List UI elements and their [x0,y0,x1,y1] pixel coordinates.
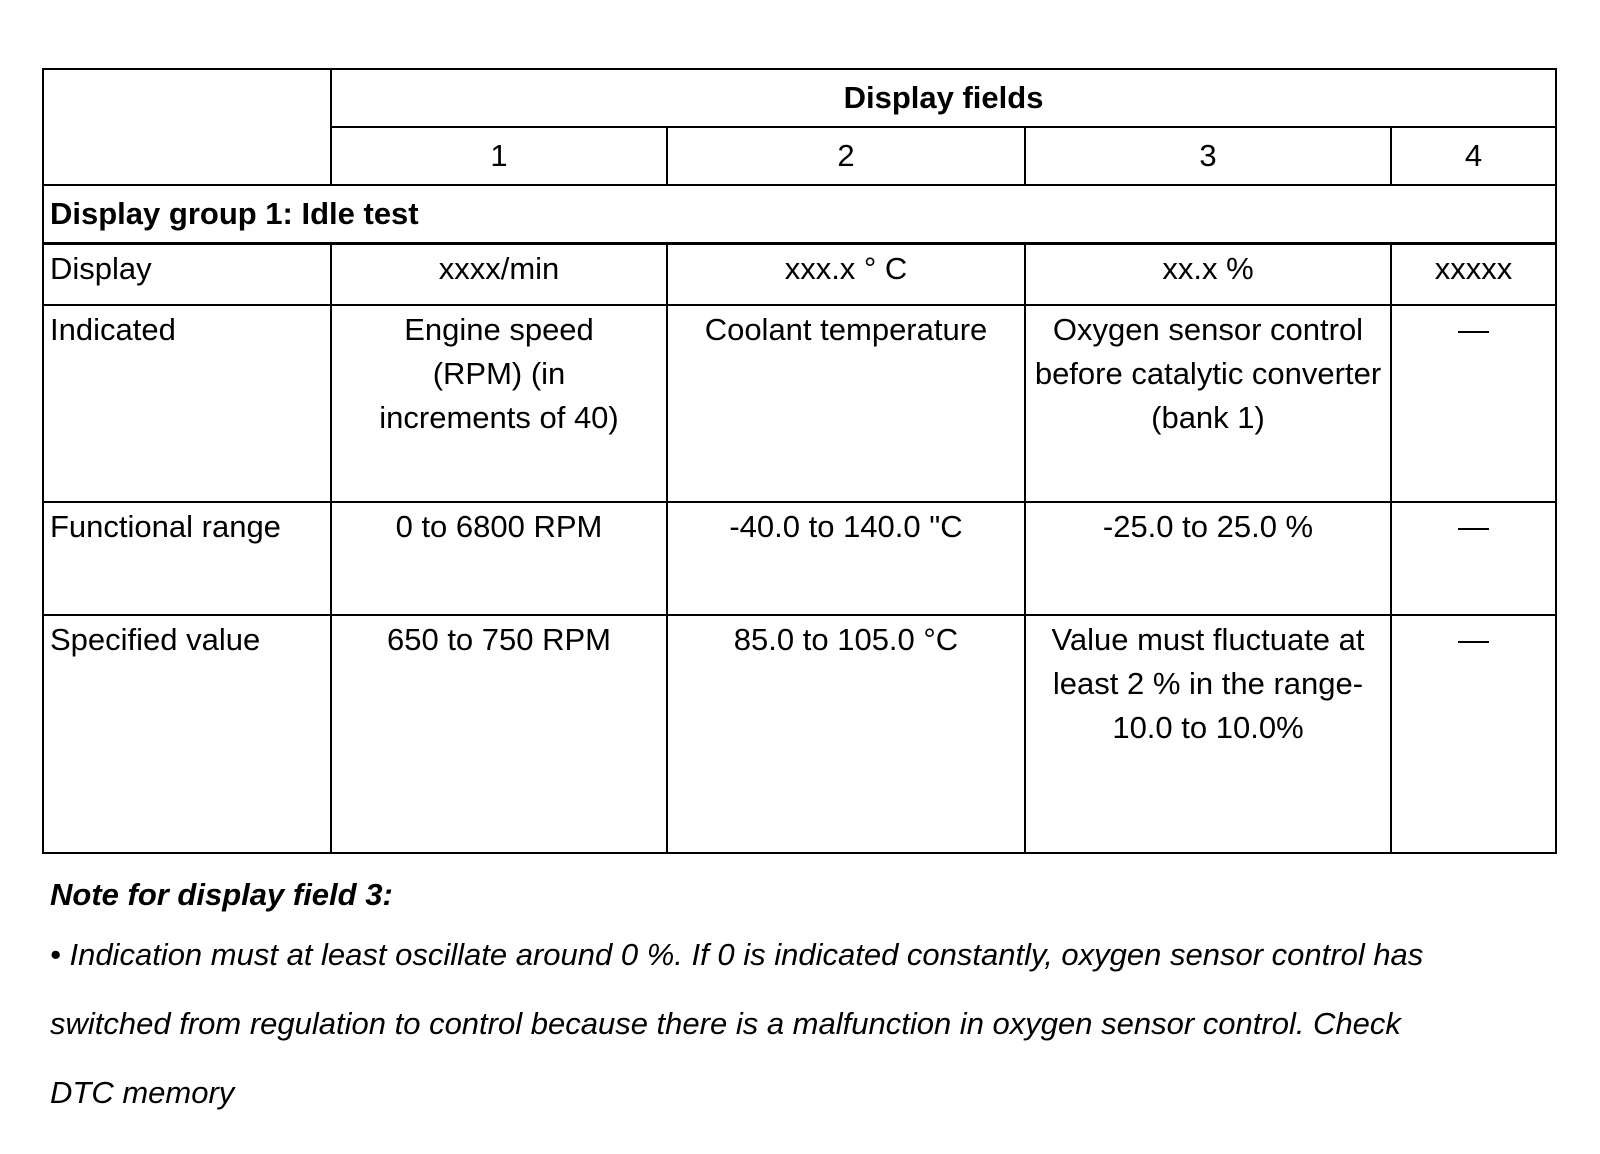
table-cell: 85.0 to 105.0 °C [667,615,1025,853]
table-cell: -25.0 to 25.0 % [1025,502,1391,615]
row-label-indicated: Indicated [43,305,331,502]
table-cell: -40.0 to 140.0 "C [667,502,1025,615]
table-cell: xxx.x ° C [667,243,1025,305]
row-label-display: Display [43,243,331,305]
display-group-heading: Display group 1: Idle test [43,185,1556,243]
header-corner-cell [43,69,331,185]
table-cell: xxxx/min [331,243,667,305]
table-cell: — [1391,502,1556,615]
table-row [43,502,1556,615]
row-label-specified-value: Specified value [43,615,331,853]
field-number-2: 2 [667,127,1025,185]
table-cell: xx.x % [1025,243,1391,305]
display-fields-header: Display fields [331,69,1556,127]
display-field-note [50,870,1550,1127]
note-title: Note for display field 3: [50,877,393,912]
table-row [43,305,1556,502]
field-number-1: 1 [331,127,667,185]
table-cell: 0 to 6800 RPM [331,502,667,615]
field-number-3: 3 [1025,127,1391,185]
table-cell: xxxxx [1391,243,1556,305]
display-group-table [42,68,1557,854]
table-row [43,615,1556,853]
note-body: • Indication must at least oscillate around 0 %. If 0 is indicated constantly, oxygen sensor control has switched from regulation to control because there is a malfunction in oxygen sensor control. Check DTC memory [50,937,1424,1110]
table-cell: Engine speed (RPM) (in increments of 40) [331,305,667,502]
row-label-functional-range: Functional range [43,502,331,615]
table-cell: Value must fluctuate at least 2 % in the range-10.0 to 10.0% [1025,615,1391,853]
table-cell: Coolant temperature [667,305,1025,502]
table-cell: — [1391,615,1556,853]
field-number-4: 4 [1391,127,1556,185]
table-cell: — [1391,305,1556,502]
table-cell: 650 to 750 RPM [331,615,667,853]
table-row [43,243,1556,305]
group-heading-row [43,185,1556,243]
header-row-display-fields [43,69,1556,127]
table-cell: Oxygen sensor control before catalytic converter (bank 1) [1025,305,1391,502]
